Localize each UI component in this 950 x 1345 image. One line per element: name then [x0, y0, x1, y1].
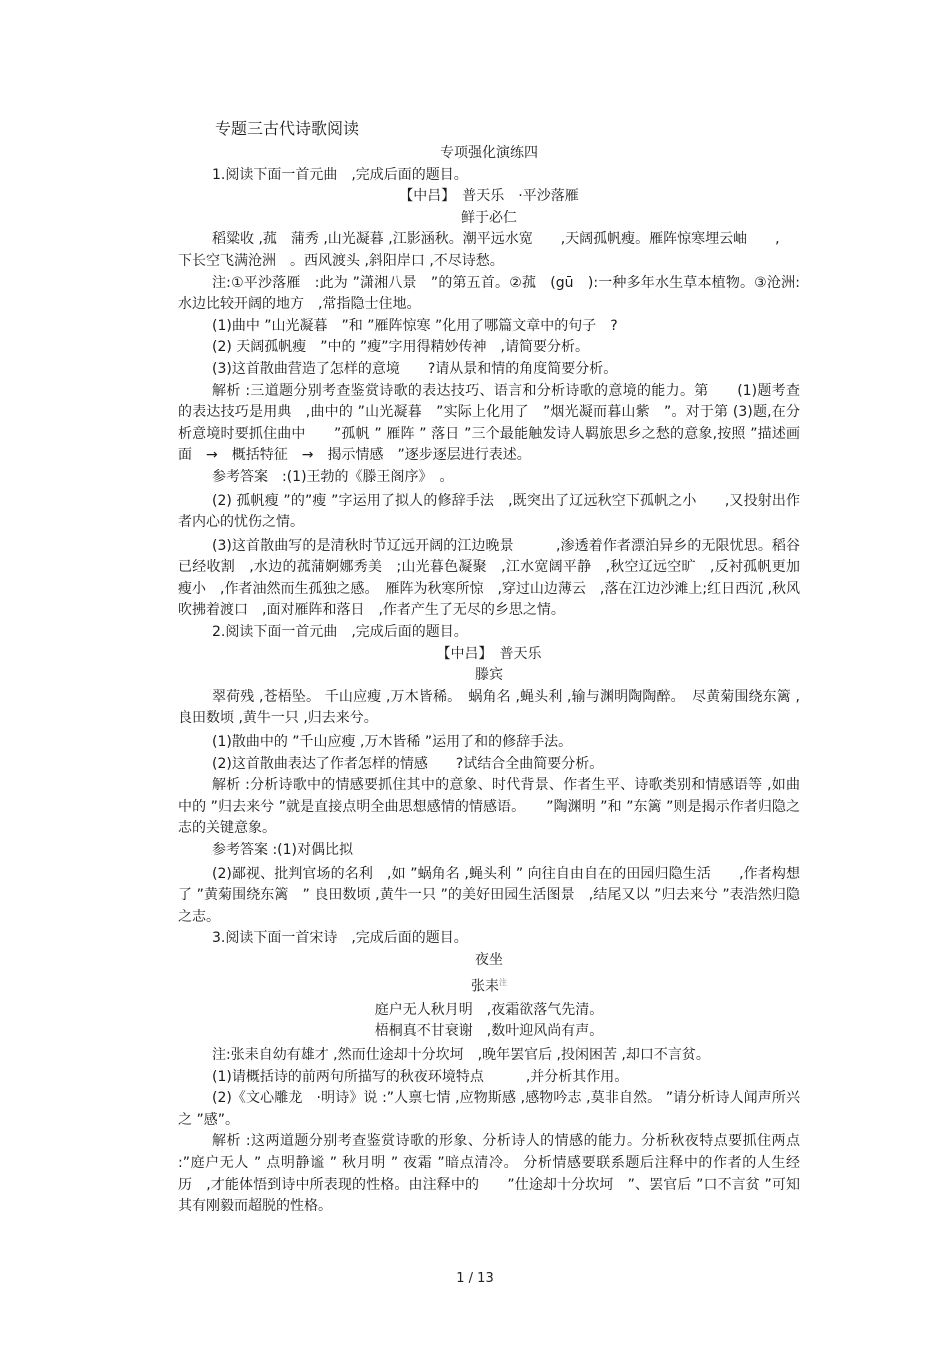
q1-poem-title — [178, 186, 800, 208]
document-title: 专题三古代诗歌阅读 — [215, 119, 360, 138]
q3-analysis: 解析 :这两道题分别考查鉴赏诗歌的形象、分析诗人的情感的能力。分析秋夜特点要抓住两点 :”庭户无人 ” 点明静谧 ” 秋月明 ” 夜霜 ”暗点清冷。 分析情感要联系题后注释中的作者的人生经历 ,才能体悟到诗中所表现的性格。由注释中的 ”仕途却十分坎坷 ”、罢官后 ”口不言贫 ”可知其有刚毅而超脱的性格。 — [178, 1133, 800, 1215]
q1-sub1: (1)曲中 ”山光凝暮 ”和 ”雁阵惊寒 ”化用了哪篇文章中的句子 ? — [212, 317, 618, 334]
q1-sub2: (2) 天阔孤帆瘦 ”中的 ”瘦”字用得精妙传神 ,请简要分析。 — [212, 339, 589, 356]
q3-author-note-mark: 注 — [499, 977, 507, 987]
q3-prompt: 3.阅读下面一首宋诗 ,完成后面的题目。 — [212, 930, 468, 947]
q2-author: 滕宾 — [475, 667, 503, 684]
q1-analysis: 解析 :三道题分别考查鉴赏诗歌的表达技巧、语言和分析诗歌的意境的能力。第 (1)题考查的表达技巧是用典 ,曲中的 ”山光凝暮 ”实际上化用了 ”烟光凝而暮山紫 ”。对于第 (3)题,在分析意境时要抓住曲中 ”孤帆 ” 雁阵 ” 落日 ”三个最能触发诗人羁旅思乡之愁的意象,按照 ”描述画面 → 概括特征 → 揭示情感 ”逐步逐层进行表述。 — [178, 382, 800, 464]
q2-answer1: 参考答案 :(1)对偶比拟 — [212, 842, 353, 858]
q1-author: 鲜于必仁 — [461, 209, 517, 226]
q1-answer2: (2) 孤帆瘦 ”的”瘦 ”字运用了拟人的修辞手法 ,既突出了辽远秋空下孤帆之小 ,又投射出作者内心的忧伤之情。 — [178, 492, 800, 531]
q1-poem-line1: 稻粱收 ,菰 蒲秀 ,山光凝暮 ,江影涵秋。潮平远水宽 ,天阔孤帆瘦。雁阵惊寒埋云岫 , — [212, 231, 780, 248]
q1-poem-title-text: 【中吕】 普天乐 ·平沙落雁 — [399, 188, 579, 205]
q2-answer2: (2)鄙视、批判官场的名利 ,如 ”蜗角名 ,蝇头利 ” 向往自由自在的田园归隐生活 ,作者构想了 ”黄菊围绕东篱 ” 良田数顷 ,黄牛一只 ”的美好田园生活图景 ,结尾又以 ”归去来兮 ”表浩然归隐之志。 — [178, 865, 800, 925]
document-body — [178, 118, 800, 1218]
q3-note: 注:张耒自幼有雄才 ,然而仕途却十分坎坷 ,晚年罢官后 ,投闲困苦 ,却口不言贫。 — [212, 1047, 710, 1063]
q1-poem-line2: 下长空飞满沧洲 。西风渡头 ,斜阳岸口 ,不尽诗愁。 — [178, 252, 504, 269]
q1-sub3: (3)这首散曲营造了怎样的意境 ?请从景和情的角度简要分析。 — [212, 360, 618, 377]
q3-poem-line1: 庭户无人秋月明 ,夜霜欲落气先清。 — [374, 1001, 604, 1018]
q2-sub2: (2)这首散曲表达了作者怎样的情感 ?试结合全曲简要分析。 — [212, 755, 604, 772]
q2-analysis: 解析 :分析诗歌中的情感要抓住其中的意象、时代背景、作者生平、诗歌类别和情感语等 ,如曲中的 ”归去来兮 ”就是直接点明全曲思想感情的情感语。 ”陶渊明 ”和 ”东篱 ”则是揭示作者归隐之志的关键意象。 — [178, 777, 800, 837]
q1-answer3: (3)这首散曲写的是清秋时节辽远开阔的江边晚景 ,渗透着作者漂泊异乡的无限忧思。稻谷已经收割 ,水边的菰蒲婀娜秀美 ;山光暮色凝聚 ,江水宽阔平静 ,秋空辽远空旷 ,反衬孤帆更加瘦小 ,作者油然而生孤独之感。 雁阵为秋寒所惊 ,穿过山边薄云 ,落在江边沙滩上;红日西沉 ,秋风吹拂着渡口 ,面对雁阵和落日 ,作者产生了无尽的乡思之情。 — [178, 537, 800, 619]
q1-answer1: 参考答案 :(1)王勃的《滕王阁序》 。 — [212, 468, 454, 485]
q3-poem-line2: 梧桐真不甘衰谢 ,数叶迎风尚有声。 — [374, 1023, 604, 1040]
q2-poem: 翠荷残 ,苍梧坠。 千山应瘦 ,万木皆稀。 蜗角名 ,蝇头利 ,输与渊明陶陶醉。 尽黄菊围绕东篱 ,良田数顷 ,黄牛一只 ,归去来兮。 — [178, 688, 800, 727]
q1-prompt: 1.阅读下面一首元曲 ,完成后面的题目。 — [212, 166, 468, 183]
q3-sub1: (1)请概括诗的前两句所描写的秋夜环境特点 ,并分析其作用。 — [212, 1068, 629, 1085]
page-number: 1 / 13 — [456, 1271, 494, 1286]
q3-author: 张耒 — [471, 978, 499, 995]
q1-note: 注:①平沙落雁 :此为 ”潇湘八景 ”的第五首。②菰 (gū ):一种多年水生草本植物。③沧洲:水边比较开阔的地方 ,常指隐士住地。 — [178, 274, 800, 313]
q2-sub1: (1)散曲中的 ”千山应瘦 ,万木皆稀 ”运用了和的修辞手法。 — [212, 734, 573, 751]
q3-author-line — [178, 972, 800, 998]
q2-prompt: 2.阅读下面一首元曲 ,完成后面的题目。 — [212, 624, 468, 641]
document-subtitle: 专项强化演练四 — [440, 145, 538, 161]
q2-poem-title: 【中吕】 普天乐 — [436, 645, 542, 662]
q3-poem-title: 夜坐 — [475, 951, 503, 968]
q3-sub2: (2)《文心雕龙 ·明诗》说 :”人禀七情 ,应物斯感 ,感物吟志 ,莫非自然。 ”请分析诗人闻声所兴之 ”感”。 — [178, 1090, 800, 1128]
